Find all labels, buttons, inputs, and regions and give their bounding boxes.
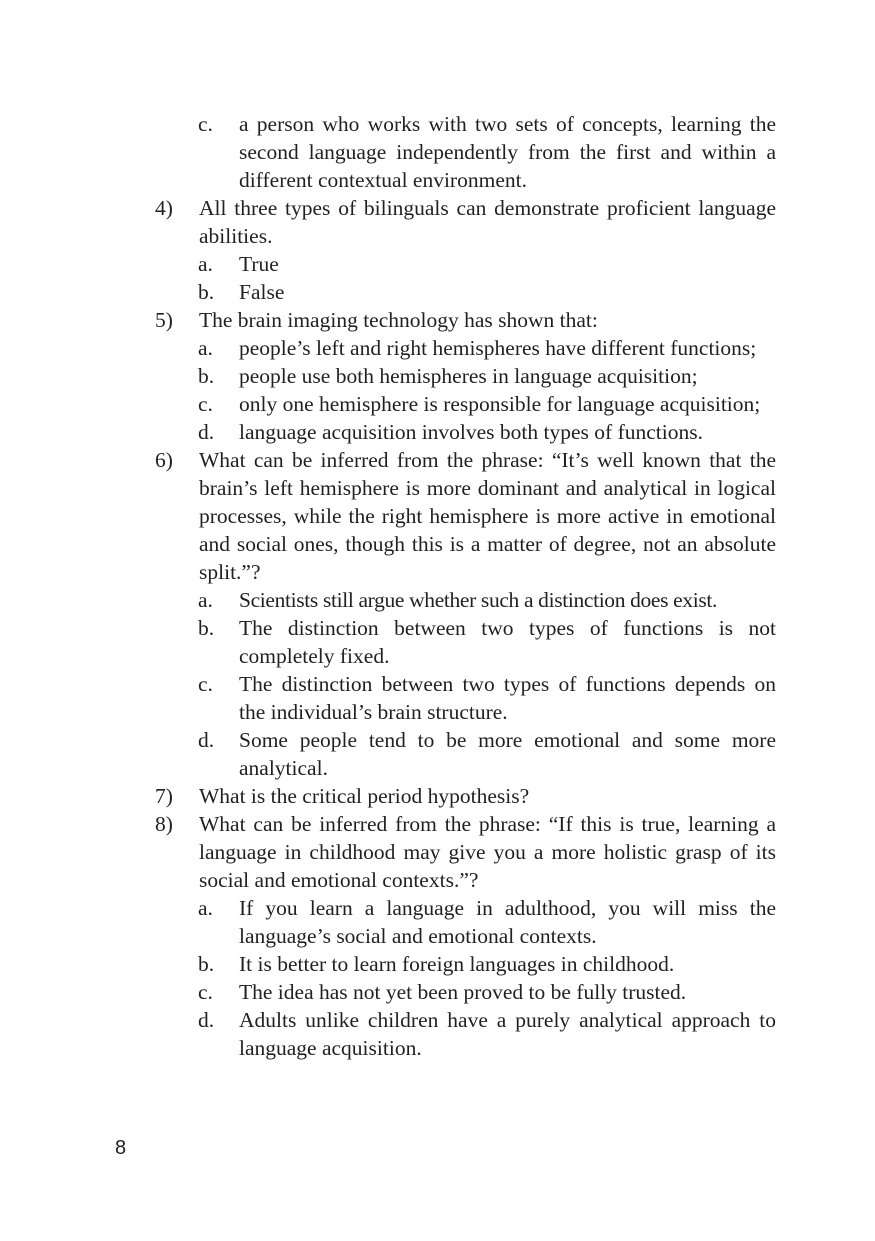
option-letter: d. — [198, 420, 215, 444]
option-letter: b. — [198, 364, 215, 388]
option-text: Some people tend to be more emotional and some more analytical. — [239, 728, 776, 780]
option-text: The distinction between two types of functions is not completely fixed. — [239, 616, 776, 668]
option-letter: a. — [198, 252, 213, 276]
option-text: people’s left and right hemispheres have different functions; — [239, 336, 757, 360]
question-item — [155, 810, 776, 894]
option-item — [155, 670, 776, 726]
option-text: The idea has not yet been proved to be fully trusted. — [239, 980, 687, 1004]
option-text: language acquisition involves both types of functions. — [239, 420, 703, 444]
option-text: only one hemisphere is responsible for language acquisition; — [239, 392, 761, 416]
option-letter: b. — [198, 616, 215, 640]
question-number: 4) — [155, 196, 173, 220]
option-letter: a. — [198, 896, 213, 920]
question-text: What can be inferred from the phrase: “If this is true, learning a language in childhood may give you a more holistic grasp of its social and emotional contexts.”? — [199, 812, 776, 892]
question-text: All three types of bilinguals can demonstrate proficient language abilities. — [199, 196, 776, 248]
question-text: What can be inferred from the phrase: “It’s well known that the brain’s left hemisphere is more dominant and analytical in logical processes, while the right hemisphere is more active in emotional and social ones, though this is a matter of degree, not an absolute split.”? — [199, 448, 776, 584]
option-item — [155, 1006, 776, 1062]
option-letter: b. — [198, 280, 215, 304]
option-item — [155, 390, 776, 418]
option-letter: a. — [198, 336, 213, 360]
option-text: a person who works with two sets of concepts, learning the second language independently from the first and within a different contextual environment. — [239, 112, 776, 192]
question-item — [155, 446, 776, 586]
option-item — [155, 110, 776, 194]
option-item — [155, 250, 776, 278]
option-item — [155, 894, 776, 950]
option-item — [155, 362, 776, 390]
option-text: Scientists still argue whether such a distinction does exist. — [239, 588, 718, 612]
question-text: The brain imaging technology has shown that: — [199, 308, 598, 332]
option-letter: c. — [198, 392, 213, 416]
question-list — [155, 110, 776, 1062]
option-text: True — [239, 252, 279, 276]
option-letter: d. — [198, 728, 215, 752]
question-number: 7) — [155, 784, 173, 808]
question-item — [155, 194, 776, 250]
option-letter: d. — [198, 1008, 215, 1032]
option-text: False — [239, 280, 285, 304]
question-item — [155, 306, 776, 334]
option-item — [155, 278, 776, 306]
option-letter: c. — [198, 980, 213, 1004]
option-text: If you learn a language in adulthood, you will miss the language’s social and emotional contexts. — [239, 896, 776, 948]
option-item — [155, 950, 776, 978]
option-item — [155, 418, 776, 446]
question-number: 8) — [155, 812, 173, 836]
option-item — [155, 334, 776, 362]
option-item — [155, 726, 776, 782]
question-item — [155, 782, 776, 810]
option-item — [155, 586, 776, 614]
option-text: people use both hemispheres in language acquisition; — [239, 364, 698, 388]
option-letter: b. — [198, 952, 215, 976]
option-item — [155, 978, 776, 1006]
option-letter: c. — [198, 672, 213, 696]
option-letter: c. — [198, 112, 213, 136]
option-item — [155, 614, 776, 670]
question-text: What is the critical period hypothesis? — [199, 784, 530, 808]
question-number: 5) — [155, 308, 173, 332]
option-text: Adults unlike children have a purely analytical approach to language acquisition. — [239, 1008, 776, 1060]
option-text: It is better to learn foreign languages in childhood. — [239, 952, 675, 976]
option-text: The distinction between two types of functions depends on the individual’s brain structure. — [239, 672, 776, 724]
option-letter: a. — [198, 588, 213, 612]
page-number: 8 — [115, 1137, 127, 1159]
question-number: 6) — [155, 448, 173, 472]
